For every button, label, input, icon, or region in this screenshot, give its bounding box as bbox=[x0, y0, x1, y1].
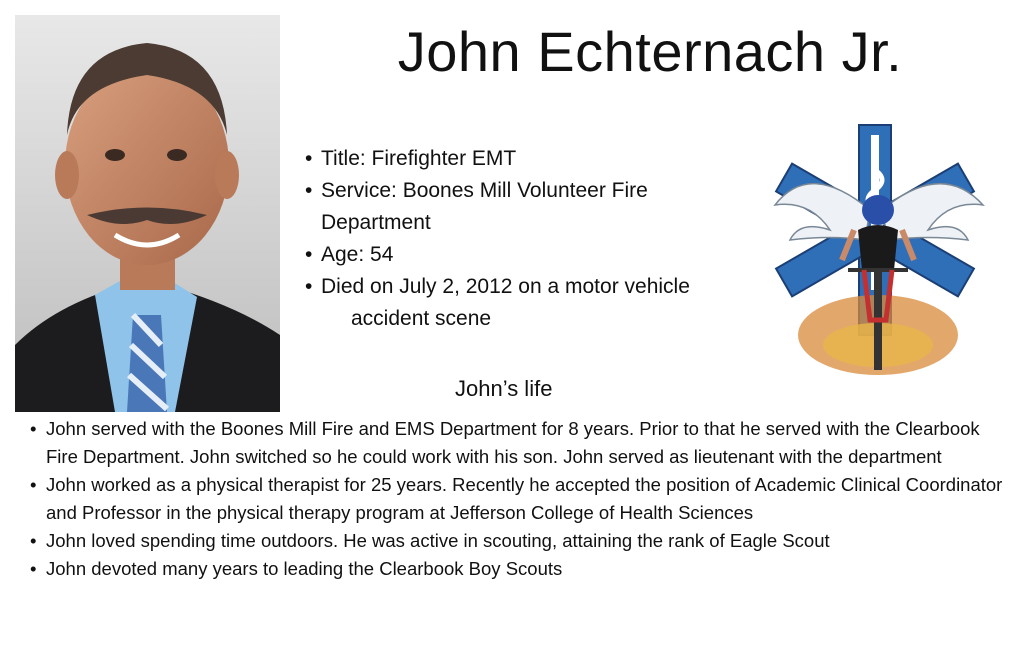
fact-age bbox=[305, 239, 755, 271]
fact-died bbox=[305, 271, 755, 335]
page-title: John Echternach Jr. bbox=[397, 20, 903, 83]
fact-text: Age: 54 bbox=[321, 243, 394, 266]
list-item: • John worked as a physical therapist for 25 years. Recently he accepted the position of Academic Clinical Coordinator and Professor in the physical therapy program at Jefferson College of Health Sciences bbox=[28, 471, 1013, 527]
fact-text: Died on July 2, 2012 on a motor vehicle bbox=[321, 275, 690, 298]
fact-service bbox=[305, 175, 755, 239]
list-item: • John loved spending time outdoors. He was active in scouting, attaining the rank of Eagle Scout bbox=[28, 527, 1013, 555]
fact-title bbox=[305, 143, 755, 175]
fact-list bbox=[305, 143, 755, 335]
section-heading: John’s life bbox=[455, 376, 553, 401]
life-list bbox=[28, 415, 1013, 583]
list-item: • John devoted many years to leading the Clearbook Boy Scouts bbox=[28, 555, 1013, 583]
fact-text-continued: accident scene bbox=[351, 307, 492, 330]
list-item: • John served with the Boones Mill Fire and EMS Department for 8 years. Prior to that he served with the Clearbook Fire Department. John switched so he could work with his son. John served as lieutenant with the department bbox=[28, 415, 1013, 471]
fact-text: Title: Firefighter EMT bbox=[321, 147, 517, 170]
fact-text: Service: Boones Mill Volunteer Fire bbox=[321, 179, 648, 202]
fact-text-continued: Department bbox=[321, 211, 431, 234]
portrait-photo bbox=[15, 15, 280, 412]
star-of-life-cyclist-emblem bbox=[770, 120, 988, 385]
